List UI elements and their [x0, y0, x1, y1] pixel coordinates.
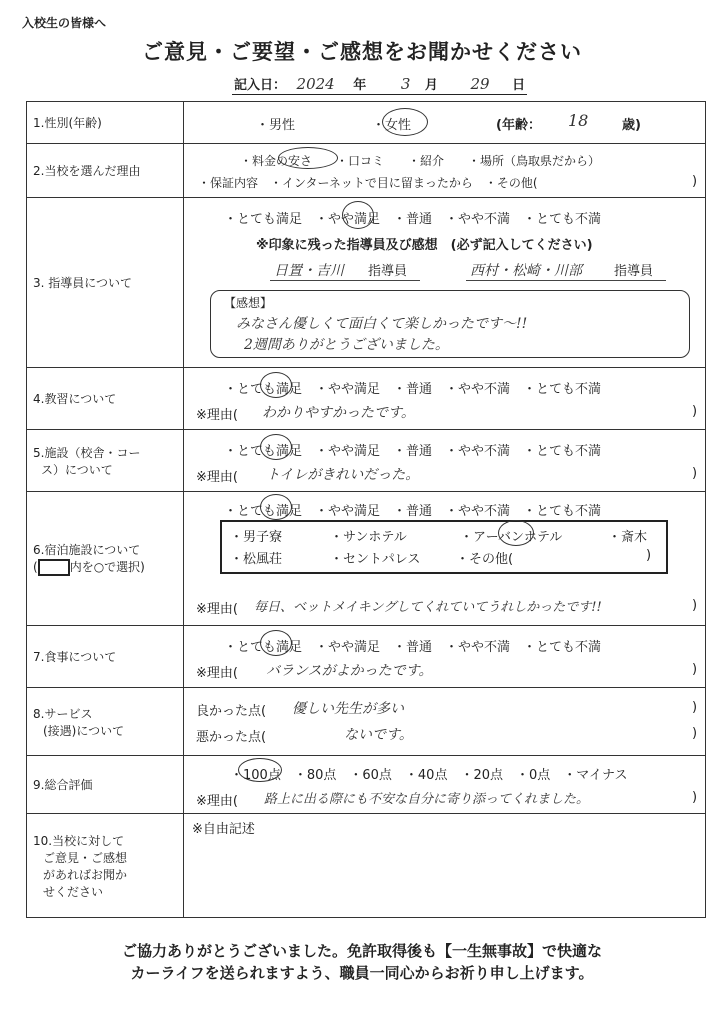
hotel-option[interactable]: ・その他(	[456, 552, 514, 567]
q9-reason-label: ※理由(	[196, 794, 238, 809]
q6-reason[interactable]: 毎日、ベットメイキングしてくれていてうれしかったです!!	[254, 600, 602, 615]
date-field	[232, 74, 527, 93]
q5-label-line1: 5.施設（校舎・コー	[33, 445, 141, 460]
q8-bad[interactable]: ないです。	[344, 727, 413, 743]
q8-label-line2: (接遇)について	[43, 723, 125, 738]
q8-answer-cell	[184, 688, 706, 756]
q8-good-close-paren: )	[692, 700, 698, 715]
q4-reason-label: ※理由(	[196, 408, 238, 423]
q3-instructors-right-suffix: 指導員	[614, 264, 654, 279]
q4-label: 4.教習について	[27, 368, 184, 430]
hotel-option[interactable]: ・セントパレス	[330, 552, 421, 567]
q9-scale[interactable]: ・100点 ・80点 ・60点 ・40点 ・20点 ・0点 ・マイナス	[230, 768, 628, 783]
q6-scale-selection-circle	[260, 494, 292, 520]
q10-label-line1: 10.当校に対して	[33, 834, 125, 848]
q7-reason-label: ※理由(	[196, 666, 238, 681]
footer-line2: カーライフを送られますよう、職員一同心からお祈り申し上げます。	[130, 964, 594, 982]
q5-selection-circle	[260, 434, 292, 460]
greeting: 入校生の皆様へ	[22, 16, 107, 30]
hotel-option[interactable]: ・男子寮	[230, 530, 283, 545]
q7-selection-circle	[260, 630, 292, 656]
q4-close-paren: )	[692, 404, 698, 419]
q1-male-option[interactable]: ・男性	[256, 118, 296, 133]
q8-label	[27, 688, 184, 756]
q2-label: 2.当校を選んだ理由	[27, 144, 184, 198]
q6-label	[27, 492, 184, 626]
q7-reason[interactable]: バランスがよかったです。	[266, 663, 433, 679]
date-month[interactable]: 3	[400, 75, 411, 93]
date-label-wrap	[232, 75, 527, 95]
q9-answer-cell	[184, 756, 706, 814]
hotel-box-legend	[38, 559, 70, 576]
q6-label-line2-pre: (	[33, 560, 38, 574]
q5-scale[interactable]: ・とても満足 ・やや満足 ・普通 ・やや不満 ・とても不満	[224, 444, 602, 459]
q6-answer-cell	[184, 492, 706, 626]
q3-answer-cell	[184, 198, 706, 368]
q5-label-line2: ス）について	[41, 462, 113, 477]
q1-answer-cell	[184, 102, 706, 144]
q4-scale[interactable]: ・とても満足 ・やや満足 ・普通 ・やや不満 ・とても不満	[224, 382, 602, 397]
q1-age-value[interactable]: 18	[568, 111, 589, 130]
q2-answer-cell	[184, 144, 706, 198]
q10-label-line4: せください	[43, 885, 104, 899]
q10-answer-cell[interactable]	[184, 814, 706, 918]
q4-reason[interactable]: わかりやすかったです。	[262, 405, 415, 421]
q10-label	[27, 814, 184, 918]
hotel-option[interactable]: ・サンホテル	[330, 530, 407, 545]
q3-instructors-left-underline	[270, 280, 420, 281]
q3-impression-line2[interactable]: 2週間ありがとうございました。	[244, 337, 449, 353]
q6-reason-close-paren: )	[692, 598, 698, 613]
q3-scale[interactable]: ・とても満足 ・やや満足 ・普通 ・やや不満 ・とても不満	[224, 212, 602, 227]
q9-reason[interactable]: 路上に出る際にも不安な自分に寄り添ってくれました。	[264, 792, 590, 807]
hotel-option[interactable]: ・アーバンホテル	[460, 530, 563, 545]
page-title: ご意見・ご要望・ご感想をお聞かせください	[142, 40, 582, 64]
q10-label-line3: があればお聞か	[43, 868, 128, 882]
q7-label: 7.食事について	[27, 626, 184, 688]
q7-answer-cell	[184, 626, 706, 688]
q6-label-line2-post: 内を○で選択)	[69, 560, 145, 574]
q4-selection-circle	[260, 372, 292, 398]
footer-line1: ご協力ありがとうございました。免許取得後も【一生無事故】で快適な	[121, 942, 602, 960]
date-year[interactable]: 2024	[296, 75, 335, 93]
q1-label: 1.性別(年齢)	[27, 102, 184, 144]
q1-selection-circle	[382, 108, 428, 136]
q5-reason-label: ※理由(	[196, 470, 238, 485]
q6-scale[interactable]: ・とても満足 ・やや満足 ・普通 ・やや不満 ・とても不満	[224, 504, 602, 519]
q9-selection-circle	[238, 758, 282, 782]
q8-label-line1: 8.サービス	[33, 706, 93, 721]
q4-answer-cell	[184, 368, 706, 430]
q8-good[interactable]: 優しい先生が多い	[292, 701, 404, 717]
date-year-unit: 年	[353, 78, 367, 93]
q3-instructors-right[interactable]: 西村・松崎・川部	[470, 263, 582, 279]
q5-answer-cell	[184, 430, 706, 492]
q10-label-line2: ご意見・ご感想	[43, 851, 128, 865]
q6-hotel-selection-circle	[498, 520, 534, 546]
hotel-option[interactable]: ・斎木	[608, 530, 648, 545]
q3-instruction: ※印象に残った指導員及び感想 (必ず記入してください)	[256, 238, 593, 253]
q5-reason[interactable]: トイレがきれいだった。	[266, 467, 420, 483]
q3-instructors-left[interactable]: 日置・吉川	[274, 263, 344, 279]
q8-good-label: 良かった点(	[196, 704, 267, 719]
q3-impression-label: 【感想】	[224, 296, 273, 310]
q3-selection-circle	[342, 201, 374, 229]
q8-bad-label: 悪かった点(	[196, 730, 267, 745]
q2-options-line2[interactable]: ・保証内容 ・インターネットで目に留まったから ・その他(	[198, 176, 538, 190]
date-day[interactable]: 29	[470, 75, 490, 93]
q6-label-line1: 6.宿泊施設について	[33, 543, 141, 557]
date-month-unit: 月	[424, 78, 438, 93]
q6-label-line2	[33, 558, 183, 576]
q7-close-paren: )	[692, 662, 698, 677]
q9-close-paren: )	[692, 790, 698, 805]
hotel-options-box	[220, 520, 668, 574]
hotel-close-paren: )	[646, 548, 652, 563]
q1-age-label: (年齢：	[496, 118, 541, 133]
q3-instructors-right-underline	[466, 280, 666, 281]
q5-label	[27, 430, 184, 492]
survey-table	[26, 101, 706, 918]
q3-label: 3. 指導員について	[27, 198, 184, 368]
q8-bad-close-paren: )	[692, 726, 698, 741]
hotel-option[interactable]: ・松風荘	[230, 552, 283, 567]
q1-female-option[interactable]: ・女性	[372, 118, 412, 133]
date-label: 記入日：	[234, 78, 287, 93]
q9-label: 9.総合評価	[27, 756, 184, 814]
q7-scale[interactable]: ・とても満足 ・やや満足 ・普通 ・やや不満 ・とても不満	[224, 640, 602, 655]
q1-age-unit: 歳)	[622, 118, 641, 133]
q10-free-label: ※自由記述	[192, 822, 255, 837]
q3-instructors-left-suffix: 指導員	[368, 264, 408, 279]
q5-close-paren: )	[692, 466, 698, 481]
q2-selection-circle	[278, 147, 338, 169]
q2-close-paren: )	[692, 174, 698, 189]
q3-impression-line1[interactable]: みなさん優しくて面白くて楽しかったです〜!!	[236, 316, 528, 332]
q2-options-line1[interactable]: ・料金の安さ ・口コミ ・紹介 ・場所（鳥取県だから）	[240, 154, 601, 168]
q6-reason-label: ※理由(	[196, 602, 238, 617]
date-day-unit: 日	[512, 78, 526, 93]
